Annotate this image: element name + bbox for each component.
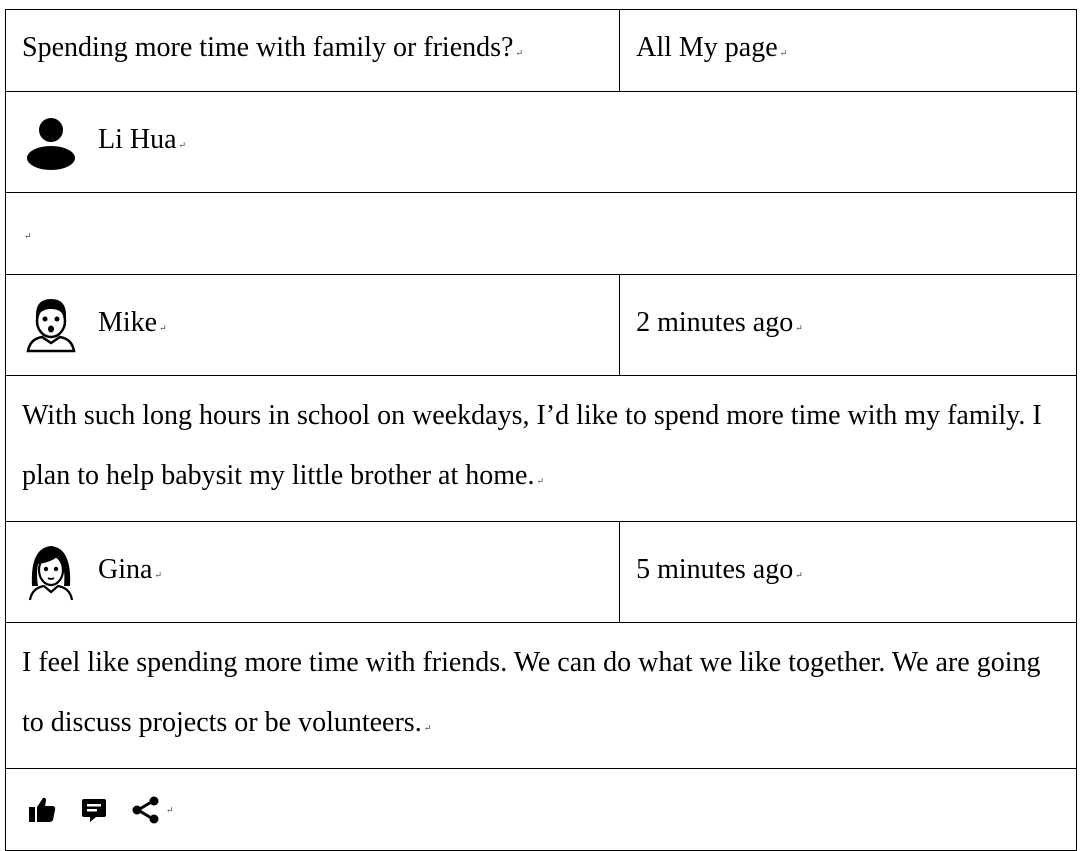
paragraph-mark: ↵ (779, 48, 788, 58)
thread-title-cell (6, 10, 620, 92)
paragraph-mark: ↵ (795, 322, 803, 333)
paragraph-mark: ↵ (536, 476, 544, 486)
nav-cell (620, 10, 1077, 92)
paragraph-mark: ↵ (795, 569, 803, 580)
thread-title: Spending more time with family or friends? (22, 32, 514, 63)
post-body-cell (6, 623, 1077, 769)
actions-row (6, 769, 1077, 851)
comment-icon[interactable] (78, 794, 110, 826)
thumbs-up-icon[interactable] (26, 794, 58, 826)
post-header-row (6, 275, 1077, 376)
post-text: With such long hours in school on weekdays, I’d like to spend more time with my family. I plan to help babysit my little brother at home. (22, 400, 1042, 491)
author-cell (6, 92, 1077, 193)
post-username: Gina ↵ (98, 553, 162, 585)
post-header-row (6, 522, 1077, 623)
paragraph-mark: ↵ (423, 723, 432, 733)
post-body-cell (6, 376, 1077, 522)
post-body-row (6, 623, 1077, 769)
person-silhouette-icon (22, 112, 80, 172)
boy-avatar-icon (22, 295, 80, 355)
author-row (6, 92, 1077, 193)
paragraph-mark: ↵ (178, 139, 187, 150)
author-name: Li Hua ↵ (98, 123, 187, 155)
all-my-page-link[interactable]: All My page (636, 32, 778, 63)
action-bar (22, 770, 1060, 850)
post-timestamp: 2 minutes ago (636, 306, 794, 338)
paragraph-mark: ↵ (24, 231, 32, 241)
post-body-row (6, 376, 1077, 522)
post-username: Mike ↵ (98, 306, 167, 338)
paragraph-mark: ↵ (166, 804, 174, 815)
header-row (6, 10, 1077, 92)
empty-cell (6, 193, 1077, 275)
paragraph-mark: ↵ (159, 322, 167, 333)
girl-avatar-icon (22, 542, 80, 602)
post-time-cell (620, 275, 1077, 376)
post-timestamp: 5 minutes ago (636, 553, 794, 585)
actions-cell (6, 769, 1077, 851)
post-user-cell (6, 275, 620, 376)
post-text: I feel like spending more time with friends. We can do what we like together. We are going to discuss projects or be volunteers. (22, 647, 1041, 738)
post-time-cell (620, 522, 1077, 623)
paragraph-mark: ↵ (515, 48, 523, 58)
forum-thread (5, 9, 1077, 851)
post-user-cell (6, 522, 620, 623)
paragraph-mark: ↵ (154, 569, 162, 580)
empty-row (6, 193, 1077, 275)
share-icon[interactable] (130, 794, 162, 826)
